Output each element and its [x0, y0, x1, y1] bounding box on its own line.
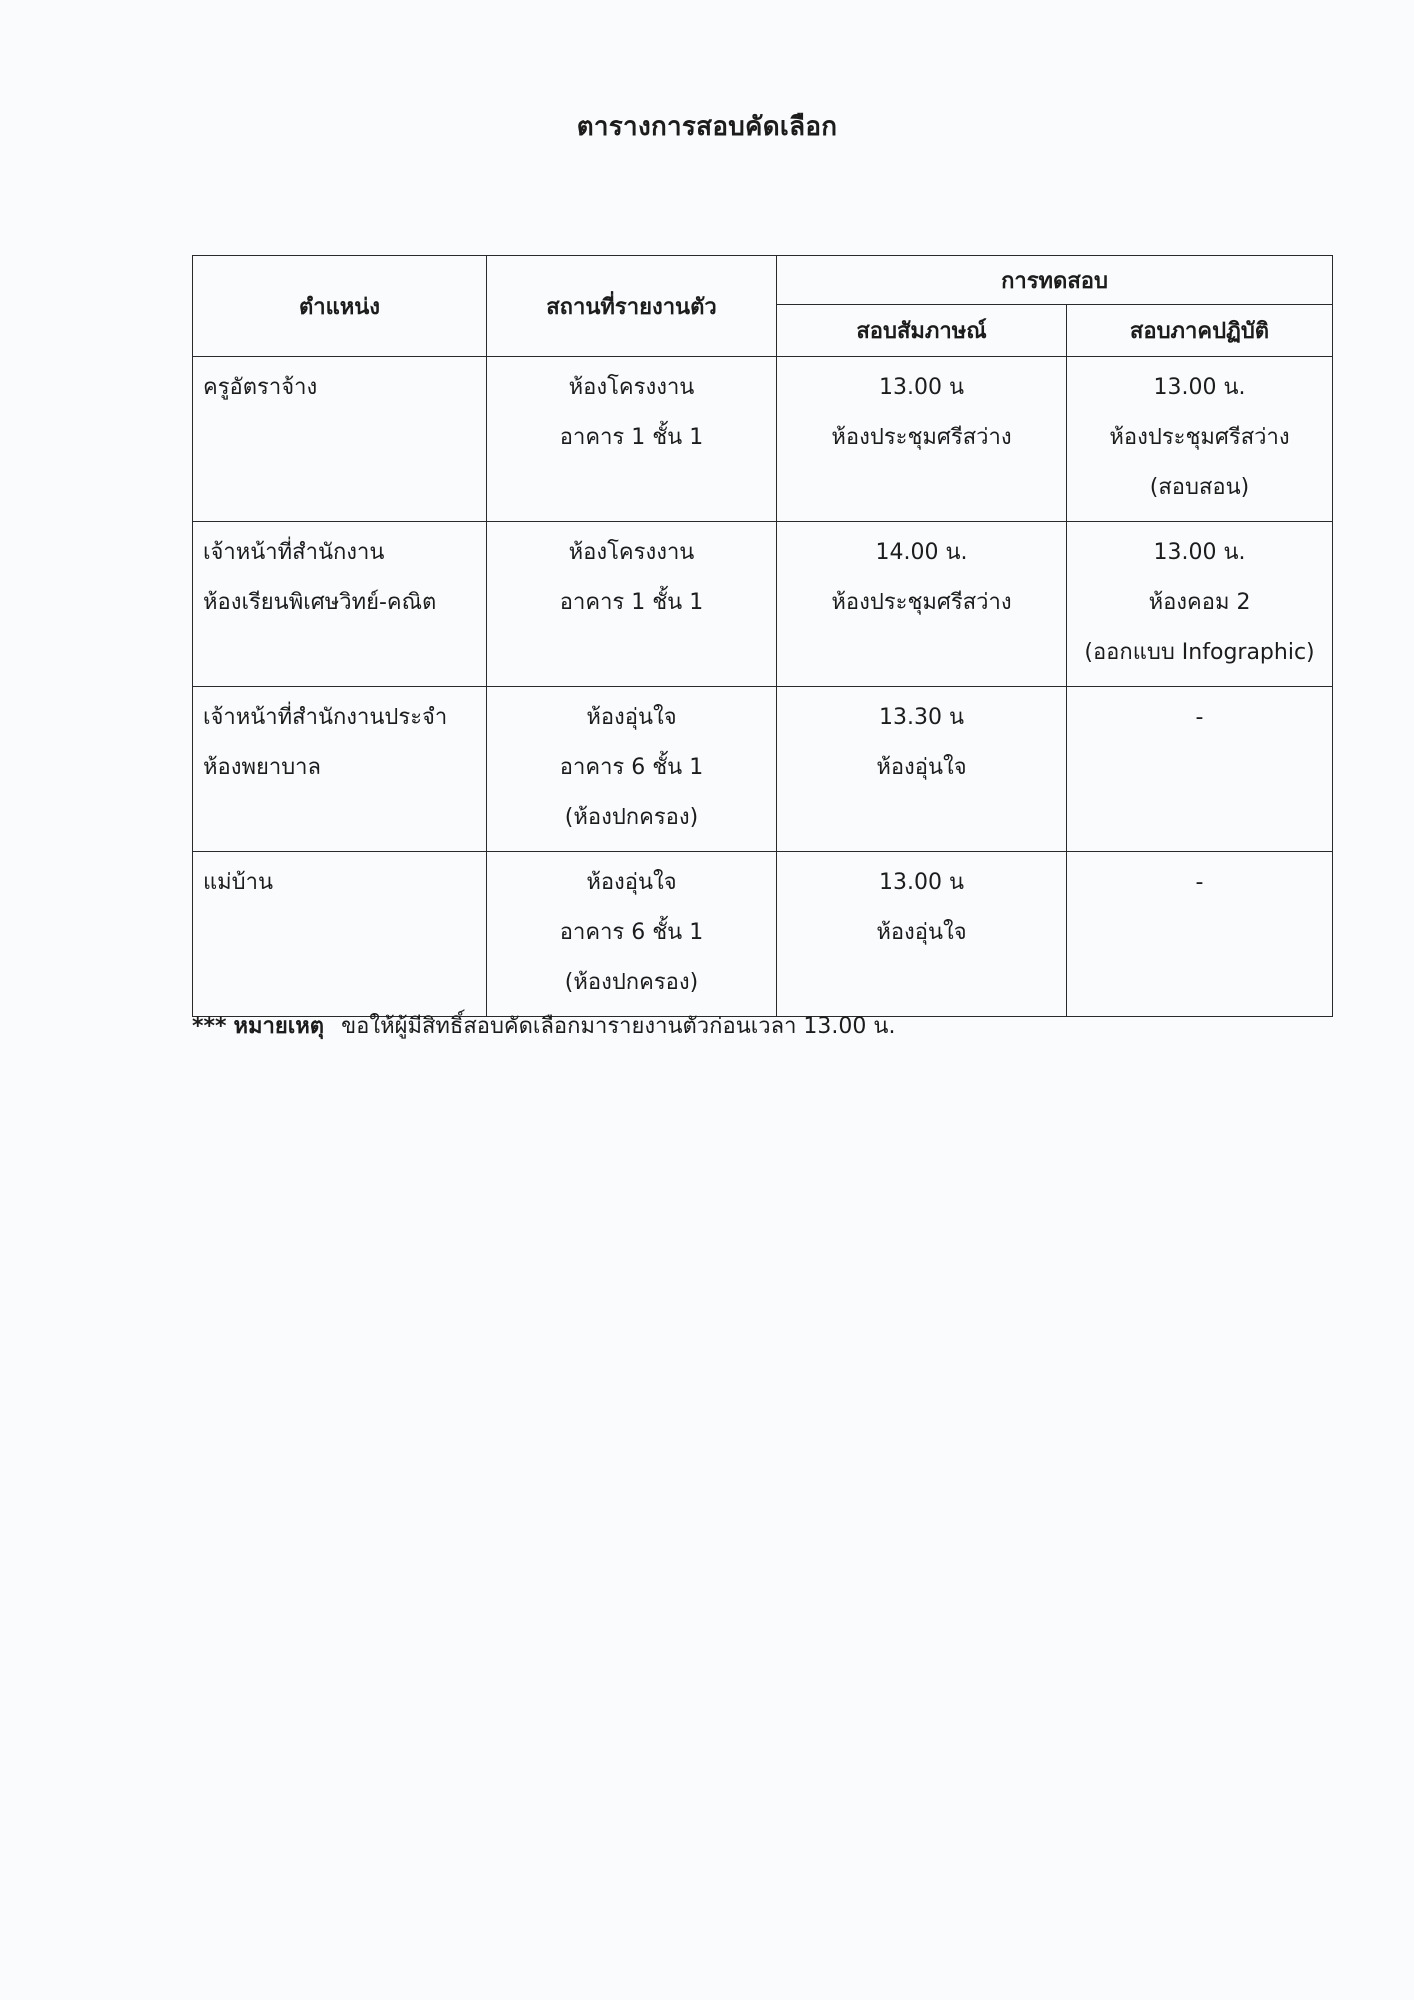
cell-report-place — [487, 522, 777, 687]
footnote — [192, 1008, 895, 1043]
cell-line: แม่บ้าน — [203, 870, 274, 895]
cell-position — [193, 522, 487, 687]
cell-line: 13.00 น — [878, 870, 964, 895]
cell-line: ห้องอุ่นใจ — [586, 870, 677, 895]
header-position: ตำแหน่ง — [193, 256, 487, 357]
cell-practical — [1067, 687, 1333, 852]
cell-interview — [777, 522, 1067, 687]
header-practical: สอบภาคปฏิบัติ — [1067, 305, 1333, 357]
footnote-text: ขอให้ผู้มีสิทธิ์สอบคัดเลือกมารายงานตัวก่อนเวลา 13.00 น. — [341, 1014, 896, 1039]
cell-line: 13.00 น. — [1153, 375, 1246, 400]
cell-line: ห้องอุ่นใจ — [876, 920, 967, 945]
cell-line: เจ้าหน้าที่สำนักงานประจำ — [203, 705, 448, 730]
cell-report-place — [487, 357, 777, 522]
cell-line: 13.30 น — [878, 705, 964, 730]
cell-line: ห้องอุ่นใจ — [586, 705, 677, 730]
cell-line: อาคาร 6 ชั้น 1 — [559, 920, 704, 945]
cell-position — [193, 852, 487, 1017]
cell-line: ห้องประชุมศรีสว่าง — [831, 425, 1012, 450]
cell-interview — [777, 687, 1067, 852]
table-row — [193, 852, 1333, 1017]
cell-line: (ห้องปกครอง) — [564, 805, 699, 830]
cell-line: ห้องเรียนพิเศษวิทย์-คณิต — [203, 590, 437, 615]
exam-schedule-table — [192, 255, 1333, 1017]
table-row — [193, 522, 1333, 687]
cell-line: 14.00 น. — [875, 540, 968, 565]
document-title: ตารางการสอบคัดเลือก — [576, 112, 838, 142]
cell-line: เจ้าหน้าที่สำนักงาน — [203, 540, 385, 565]
header-exam: การทดสอบ — [777, 256, 1333, 305]
cell-position — [193, 357, 487, 522]
cell-report-place — [487, 687, 777, 852]
cell-line: ห้องโครงงาน — [568, 375, 695, 400]
cell-practical — [1067, 522, 1333, 687]
cell-line: 13.00 น — [878, 375, 964, 400]
cell-line: (สอบสอน) — [1149, 475, 1250, 500]
cell-line: ห้องประชุมศรีสว่าง — [831, 590, 1012, 615]
cell-line: ห้องอุ่นใจ — [876, 755, 967, 780]
cell-interview — [777, 852, 1067, 1017]
cell-line: ห้องโครงงาน — [568, 540, 695, 565]
cell-line: ครูอัตราจ้าง — [203, 375, 318, 400]
cell-line: (ห้องปกครอง) — [564, 970, 699, 995]
cell-interview — [777, 357, 1067, 522]
cell-line: ห้องพยาบาล — [203, 755, 322, 780]
cell-line: (ออกแบบ Infographic) — [1084, 640, 1315, 665]
cell-practical — [1067, 852, 1333, 1017]
footnote-label: หมายเหตุ — [233, 1014, 325, 1039]
cell-line: - — [1195, 870, 1204, 895]
header-interview: สอบสัมภาษณ์ — [777, 305, 1067, 357]
cell-line: ห้องคอม 2 — [1148, 590, 1251, 615]
cell-line: - — [1195, 705, 1204, 730]
cell-line: 13.00 น. — [1153, 540, 1246, 565]
table-row — [193, 357, 1333, 522]
cell-line: ห้องประชุมศรีสว่าง — [1109, 425, 1290, 450]
header-report-place: สถานที่รายงานตัว — [487, 256, 777, 357]
cell-line: อาคาร 6 ชั้น 1 — [559, 755, 704, 780]
table-row — [193, 687, 1333, 852]
cell-practical — [1067, 357, 1333, 522]
footnote-stars: *** — [192, 1014, 227, 1039]
cell-position — [193, 687, 487, 852]
cell-report-place — [487, 852, 777, 1017]
cell-line: อาคาร 1 ชั้น 1 — [559, 590, 704, 615]
cell-line: อาคาร 1 ชั้น 1 — [559, 425, 704, 450]
